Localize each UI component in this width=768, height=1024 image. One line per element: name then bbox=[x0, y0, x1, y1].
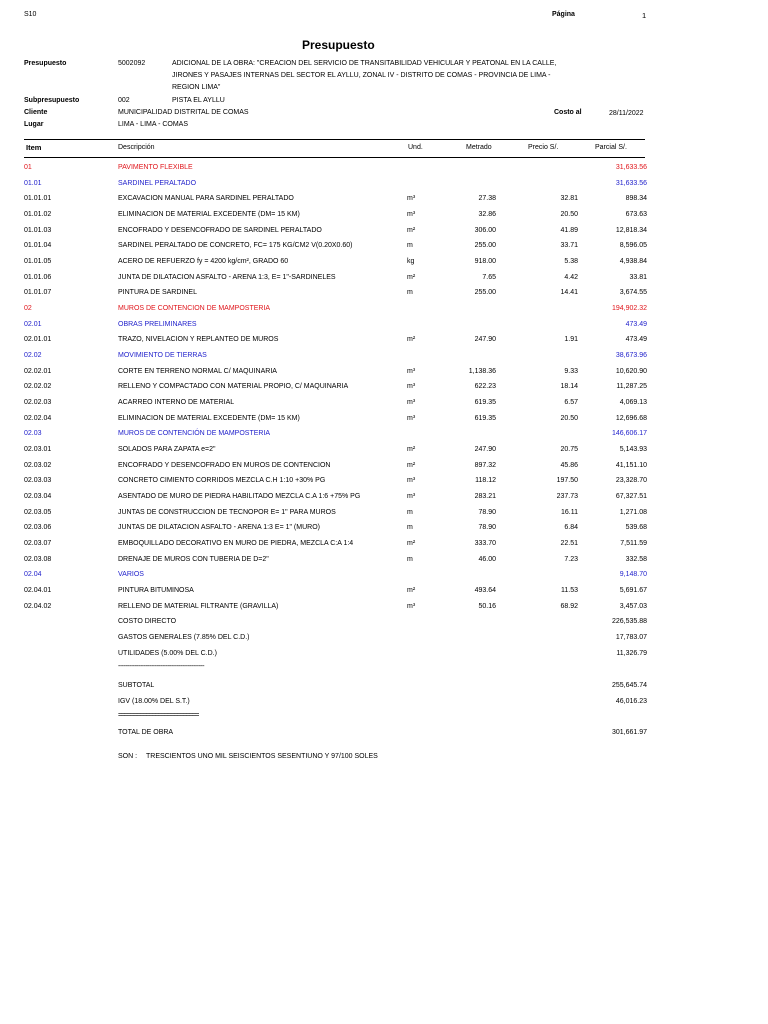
row-metrado: 333.70 bbox=[474, 540, 496, 548]
row-parcial: 7,511.59 bbox=[620, 540, 647, 548]
row-parcial: 12,818.34 bbox=[615, 226, 647, 234]
col-item: Item bbox=[26, 143, 42, 152]
table-row bbox=[0, 274, 768, 288]
row-parcial: 539.68 bbox=[625, 524, 647, 532]
row-metrado: 619.35 bbox=[474, 414, 496, 422]
table-row bbox=[0, 211, 768, 225]
row-item: 02.03.06 bbox=[24, 524, 52, 532]
row-precio: 11.53 bbox=[561, 587, 578, 595]
table-row bbox=[0, 462, 768, 476]
row-description: CONCRETO CIMIENTO CORRIDOS MEZCLA C.H 1:10 +30% PG bbox=[118, 477, 326, 485]
row-precio: 9.33 bbox=[564, 367, 578, 375]
row-unit: m bbox=[407, 508, 413, 516]
table-row bbox=[0, 180, 768, 194]
row-item: 01.01.03 bbox=[24, 226, 52, 234]
row-item: 02.04 bbox=[24, 571, 42, 579]
row-description: JUNTAS DE DILATACION ASFALTO - ARENA 1:3 E= 1" (MURO) bbox=[118, 524, 320, 532]
table-row bbox=[0, 430, 768, 444]
table-row bbox=[0, 352, 768, 366]
row-metrado: 7.65 bbox=[482, 273, 496, 281]
row-item: 02.01 bbox=[24, 320, 42, 328]
subpresupuesto-desc: PISTA EL AYLLU bbox=[172, 97, 225, 104]
row-metrado: 247.90 bbox=[474, 336, 496, 344]
row-parcial: 673.63 bbox=[625, 211, 647, 218]
total-label: TOTAL DE OBRA bbox=[118, 729, 174, 736]
row-item: 01.01.07 bbox=[24, 289, 52, 297]
row-parcial: 11,287.25 bbox=[616, 383, 647, 391]
son-text: TRESCIENTOS UNO MIL SEISCIENTOS SESENTIUNO Y 97/100 SOLES bbox=[146, 753, 378, 760]
row-description: MUROS DE CONTENCION DE MAMPOSTERIA bbox=[118, 305, 271, 313]
row-unit: kg bbox=[407, 258, 415, 266]
row-metrado: 27.38 bbox=[478, 195, 496, 203]
row-parcial: 1,271.08 bbox=[619, 508, 647, 516]
row-precio: 41.89 bbox=[560, 226, 578, 234]
son-label: SON : bbox=[118, 753, 138, 760]
table-row bbox=[0, 368, 768, 382]
row-precio: 20.50 bbox=[560, 414, 578, 422]
presupuesto-desc-2: JIRONES Y PASAJES INTERNAS DEL SECTOR EL AYLLU, ZONAL IV - DISTRITO DE COMAS - PROVINCIA DE LIMA - bbox=[172, 72, 551, 79]
row-precio: 6.57 bbox=[564, 399, 578, 407]
row-parcial: 41,151.10 bbox=[615, 461, 647, 469]
row-metrado: 78.90 bbox=[478, 508, 496, 516]
row-description: ACARREO INTERNO DE MATERIAL bbox=[118, 399, 235, 407]
table-row bbox=[0, 289, 768, 303]
row-item: 02.03.05 bbox=[24, 508, 52, 516]
row-precio: 32.81 bbox=[560, 195, 578, 203]
row-description: SARDINEL PERALTADO bbox=[118, 179, 197, 187]
header-top-rule bbox=[24, 139, 645, 140]
row-parcial: 23,328.70 bbox=[615, 477, 647, 485]
row-unit: m² bbox=[407, 336, 416, 344]
total-value: 301,661.97 bbox=[611, 729, 647, 736]
row-description: ELIMINACION DE MATERIAL EXCEDENTE (DM= 15 KM) bbox=[118, 414, 300, 422]
row-parcial: 194,902.32 bbox=[611, 305, 647, 313]
row-metrado: 283.21 bbox=[474, 493, 496, 501]
table-row bbox=[0, 242, 768, 256]
row-unit: m³ bbox=[407, 414, 416, 422]
row-parcial: 33.81 bbox=[629, 273, 647, 281]
row-description: MUROS DE CONTENCIÓN DE MAMPOSTERIA bbox=[118, 430, 271, 438]
row-item: 02.03 bbox=[24, 430, 42, 438]
utilidades-value: 11,326.79 bbox=[616, 650, 647, 657]
row-item: 02.04.02 bbox=[24, 602, 52, 610]
row-precio: 197.50 bbox=[556, 477, 578, 485]
row-parcial: 9,148.70 bbox=[619, 571, 647, 579]
row-parcial: 5,143.93 bbox=[619, 446, 647, 454]
table-row bbox=[0, 493, 768, 507]
row-parcial: 31,633.56 bbox=[615, 164, 647, 171]
row-item: 02.01.01 bbox=[24, 336, 52, 344]
row-description: SARDINEL PERALTADO DE CONCRETO, FC= 175 KG/CM2 V(0.20X0.60) bbox=[118, 242, 353, 250]
row-parcial: 8,596.05 bbox=[619, 242, 647, 250]
row-precio: 4.42 bbox=[564, 273, 578, 281]
presupuesto-label: Presupuesto bbox=[24, 60, 67, 67]
subpresupuesto-code: 002 bbox=[118, 97, 130, 104]
row-unit: m bbox=[407, 524, 413, 532]
table-row bbox=[0, 603, 768, 617]
table-row bbox=[0, 556, 768, 570]
row-item: 02.03.03 bbox=[24, 477, 52, 485]
row-item: 01.01.06 bbox=[24, 273, 52, 281]
row-description: RELLENO Y COMPACTADO CON MATERIAL PROPIO, C/ MAQUINARIA bbox=[118, 383, 349, 391]
separator-equals: ========================== bbox=[118, 712, 199, 719]
row-description: TRAZO, NIVELACION Y REPLANTEO DE MUROS bbox=[118, 336, 279, 344]
row-item: 02.03.02 bbox=[24, 461, 52, 469]
row-metrado: 50.16 bbox=[478, 602, 496, 610]
row-parcial: 898.34 bbox=[625, 195, 647, 203]
row-precio: 18.14 bbox=[560, 383, 578, 391]
row-precio: 5.38 bbox=[564, 258, 578, 266]
row-metrado: 118.12 bbox=[475, 477, 496, 485]
row-item: 01.01.02 bbox=[24, 211, 52, 218]
costo-date: 28/11/2022 bbox=[609, 110, 644, 117]
row-precio: 68.92 bbox=[560, 602, 578, 610]
row-unit: m³ bbox=[407, 477, 416, 485]
subpresupuesto-label: Subpresupuesto bbox=[24, 97, 80, 104]
row-metrado: 247.90 bbox=[474, 446, 496, 454]
presupuesto-desc-3: REGION LIMA" bbox=[172, 84, 221, 91]
row-unit: m³ bbox=[407, 602, 416, 610]
row-unit: m bbox=[407, 555, 413, 563]
row-description: PINTURA BITUMINOSA bbox=[118, 587, 194, 595]
row-precio: 20.50 bbox=[560, 211, 578, 218]
table-row bbox=[0, 540, 768, 554]
page-title: Presupuesto bbox=[302, 38, 375, 52]
table-row bbox=[0, 399, 768, 413]
gastos-label: GASTOS GENERALES (7.85% DEL C.D.) bbox=[118, 634, 250, 641]
row-unit: m³ bbox=[407, 383, 416, 391]
row-unit: m³ bbox=[407, 399, 416, 407]
row-item: 01.01.01 bbox=[24, 195, 52, 203]
row-parcial: 5,691.67 bbox=[619, 587, 647, 595]
costo-directo-label: COSTO DIRECTO bbox=[118, 618, 177, 625]
table-row bbox=[0, 195, 768, 209]
row-item: 02.02 bbox=[24, 352, 42, 360]
row-description: EXCAVACION MANUAL PARA SARDINEL PERALTADO bbox=[118, 195, 294, 203]
row-description: ASENTADO DE MURO DE PIEDRA HABILITADO MEZCLA C.A 1:6 +75% PG bbox=[118, 493, 361, 501]
row-unit: m³ bbox=[407, 195, 416, 203]
row-parcial: 31,633.56 bbox=[615, 179, 647, 187]
col-parcial: Parcial S/. bbox=[595, 144, 627, 151]
col-und: Und. bbox=[408, 144, 423, 151]
row-item: 01.01 bbox=[24, 179, 42, 187]
presupuesto-code: 5002092 bbox=[118, 60, 146, 67]
col-metrado: Metrado bbox=[466, 144, 492, 151]
row-item: 02.02.02 bbox=[24, 383, 52, 391]
lugar-label: Lugar bbox=[24, 121, 44, 128]
row-parcial: 332.58 bbox=[625, 555, 647, 563]
row-description: ENCOFRADO Y DESENCOFRADO EN MUROS DE CONTENCION bbox=[118, 461, 331, 469]
row-unit: m² bbox=[407, 461, 416, 469]
row-metrado: 255.00 bbox=[474, 289, 496, 297]
page-number: 1 bbox=[642, 11, 647, 20]
header-bottom-rule bbox=[24, 157, 645, 158]
subtotal-label: SUBTOTAL bbox=[118, 682, 155, 689]
cliente-label: Cliente bbox=[24, 109, 48, 116]
table-row bbox=[0, 258, 768, 272]
row-item: 02.03.01 bbox=[24, 446, 52, 454]
page-label: Página bbox=[552, 11, 575, 18]
row-parcial: 473.49 bbox=[625, 320, 647, 328]
row-precio: 33.71 bbox=[560, 242, 578, 250]
row-metrado: 622.23 bbox=[474, 383, 496, 391]
row-description: ELIMINACION DE MATERIAL EXCEDENTE (DM= 15 KM) bbox=[118, 211, 300, 218]
row-description: SOLADOS PARA ZAPATA e=2" bbox=[118, 446, 216, 454]
row-unit: m³ bbox=[407, 367, 416, 375]
row-description: RELLENO DE MATERIAL FILTRANTE (GRAVILLA) bbox=[118, 602, 279, 610]
row-metrado: 32.86 bbox=[478, 211, 496, 218]
row-metrado: 897.32 bbox=[474, 461, 496, 469]
row-metrado: 306.00 bbox=[474, 226, 496, 234]
row-unit: m bbox=[407, 242, 413, 250]
row-description: ENCOFRADO Y DESENCOFRADO DE SARDINEL PERALTADO bbox=[118, 226, 322, 234]
col-precio: Precio S/. bbox=[528, 144, 559, 151]
row-precio: 20.75 bbox=[560, 446, 578, 454]
table-row bbox=[0, 336, 768, 350]
row-precio: 45.86 bbox=[560, 461, 578, 469]
row-item: 02.02.01 bbox=[24, 367, 52, 375]
subtotal-value: 255,645.74 bbox=[611, 682, 647, 689]
row-metrado: 1,138.36 bbox=[468, 367, 496, 375]
row-description: OBRAS PRELIMINARES bbox=[118, 320, 197, 328]
utilidades-label: UTILIDADES (5.00% DEL C.D.) bbox=[118, 650, 217, 657]
row-metrado: 46.00 bbox=[478, 555, 496, 563]
row-parcial: 3,674.55 bbox=[619, 289, 647, 297]
row-parcial: 146,606.17 bbox=[611, 430, 647, 438]
row-parcial: 4,938.84 bbox=[619, 258, 647, 266]
col-descripcion: Descripción bbox=[118, 144, 155, 151]
costo-directo-value: 226,535.88 bbox=[611, 618, 647, 625]
row-unit: m³ bbox=[407, 211, 416, 218]
igv-label: IGV (18.00% DEL S.T.) bbox=[118, 698, 190, 705]
row-description: PAVIMENTO FLEXIBLE bbox=[118, 164, 193, 171]
row-precio: 16.11 bbox=[561, 508, 578, 516]
row-parcial: 473.49 bbox=[625, 336, 647, 344]
cliente-value: MUNICIPALIDAD DISTRITAL DE COMAS bbox=[118, 109, 249, 116]
row-description: EMBOQUILLADO DECORATIVO EN MURO DE PIEDRA, MEZCLA C:A 1:4 bbox=[118, 540, 354, 548]
row-description: JUNTAS DE CONSTRUCCION DE TECNOPOR E= 1" PARA MUROS bbox=[118, 508, 336, 516]
table-row bbox=[0, 509, 768, 523]
row-precio: 7.23 bbox=[564, 555, 578, 563]
table-row bbox=[0, 524, 768, 538]
row-unit: m bbox=[407, 289, 413, 297]
row-item: 02.03.04 bbox=[24, 493, 52, 501]
row-item: 02.04.01 bbox=[24, 587, 52, 595]
row-description: CORTE EN TERRENO NORMAL C/ MAQUINARIA bbox=[118, 367, 277, 375]
row-metrado: 493.64 bbox=[474, 587, 496, 595]
row-parcial: 10,620.90 bbox=[615, 367, 647, 375]
row-precio: 237.73 bbox=[556, 493, 578, 501]
row-item: 02.03.08 bbox=[24, 555, 52, 563]
row-unit: m³ bbox=[407, 493, 416, 501]
row-precio: 1.91 bbox=[564, 336, 578, 344]
row-description: PINTURA DE SARDINEL bbox=[118, 289, 197, 297]
row-item: 02.02.03 bbox=[24, 399, 52, 407]
table-row bbox=[0, 305, 768, 319]
lugar-value: LIMA - LIMA - COMAS bbox=[118, 121, 189, 128]
gastos-value: 17,783.07 bbox=[615, 634, 647, 641]
row-item: 02 bbox=[24, 305, 32, 313]
table-row bbox=[0, 321, 768, 335]
igv-value: 46,016.23 bbox=[615, 698, 647, 705]
costo-label: Costo al bbox=[554, 109, 582, 116]
row-unit: m² bbox=[407, 273, 416, 281]
row-precio: 6.84 bbox=[564, 524, 578, 532]
presupuesto-desc-1: ADICIONAL DE LA OBRA: "CREACION DEL SERVICIO DE TRANSITABILIDAD VEHICULAR Y PEATONAL EN LA CALLE, bbox=[172, 60, 557, 67]
row-parcial: 4,069.13 bbox=[619, 399, 647, 407]
table-row bbox=[0, 415, 768, 429]
row-parcial: 67,327.51 bbox=[615, 493, 647, 501]
row-description: DRENAJE DE MUROS CON TUBERIA DE D=2" bbox=[118, 555, 269, 563]
row-item: 01.01.05 bbox=[24, 258, 52, 266]
table-row bbox=[0, 587, 768, 601]
table-row bbox=[0, 383, 768, 397]
row-precio: 22.51 bbox=[560, 540, 578, 548]
row-description: ACERO DE REFUERZO fy = 4200 kg/cm², GRADO 60 bbox=[118, 258, 289, 266]
row-item: 01 bbox=[24, 164, 32, 171]
table-row bbox=[0, 164, 768, 178]
row-description: JUNTA DE DILATACION ASFALTO - ARENA 1:3, E= 1"-SARDINELES bbox=[118, 273, 336, 281]
row-unit: m² bbox=[407, 446, 416, 454]
row-precio: 14.41 bbox=[560, 289, 578, 297]
row-item: 01.01.04 bbox=[24, 242, 52, 250]
row-item: 02.03.07 bbox=[24, 540, 52, 548]
row-item: 02.02.04 bbox=[24, 414, 52, 422]
row-unit: m² bbox=[407, 587, 416, 595]
row-unit: m² bbox=[407, 540, 416, 548]
table-row bbox=[0, 446, 768, 460]
row-parcial: 12,696.68 bbox=[615, 414, 647, 422]
row-parcial: 3,457.03 bbox=[619, 602, 647, 610]
table-row bbox=[0, 571, 768, 585]
row-metrado: 78.90 bbox=[478, 524, 496, 532]
table-row bbox=[0, 227, 768, 241]
row-description: VARIOS bbox=[118, 571, 144, 579]
row-metrado: 619.35 bbox=[474, 399, 496, 407]
separator-dashes: ----------------------------------------------- bbox=[118, 663, 205, 670]
row-unit: m² bbox=[407, 226, 416, 234]
table-row bbox=[0, 477, 768, 491]
software-tag: S10 bbox=[24, 11, 37, 18]
row-description: MOVIMIENTO DE TIERRAS bbox=[118, 352, 207, 360]
row-metrado: 255.00 bbox=[474, 242, 496, 250]
row-metrado: 918.00 bbox=[474, 258, 496, 266]
row-parcial: 38,673.96 bbox=[615, 352, 647, 360]
